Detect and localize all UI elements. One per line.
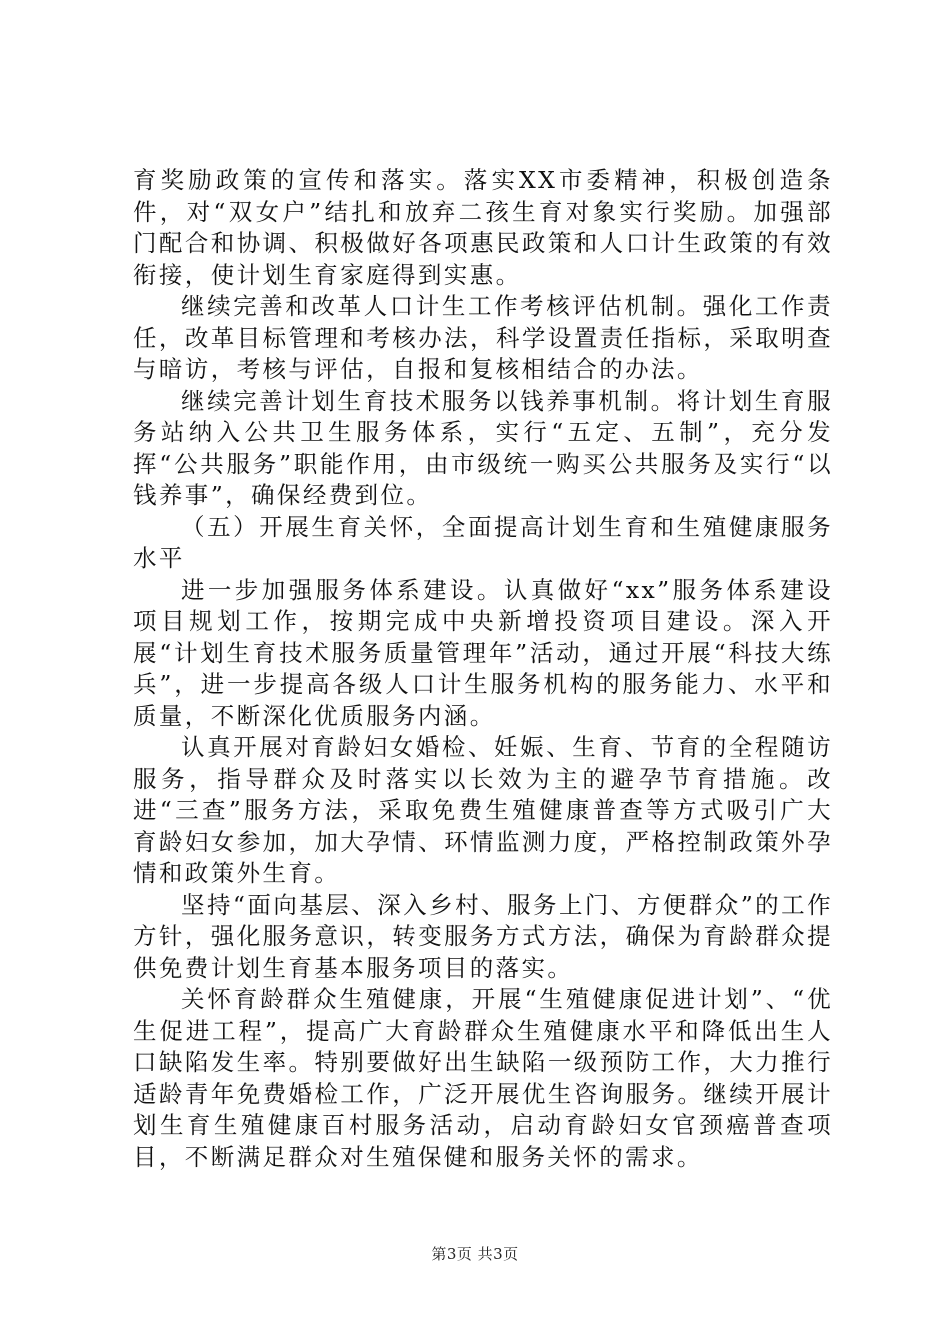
paragraph-assessment-mechanism: 继续完善和改革人口计生工作考核评估机制。强化工作责任，改革目标管理和考核办法，科学设置责任指标，采取明查与暗访，考核与评估，自报和复核相结合的办法。: [133, 292, 833, 383]
paragraph-followup-service: 认真开展对育龄妇女婚检、妊娠、生育、节育的全程随访服务，指导群众及时落实以长效为主的避孕节育措施。改进“三查”服务方法，采取免费生殖健康普查等方式吸引广大育龄妇女参加，加大孕情、环情监测力度，严格控制政策外孕情和政策外生育。: [133, 733, 833, 887]
paragraph-service-system: 进一步加强服务体系建设。认真做好“xx”服务体系建设项目规划工作，按期完成中央新增投资项目建设。深入开展“计划生育技术服务质量管理年”活动，通过开展“科技大练兵”，进一步提高各级人口计生服务机构的服务能力、水平和质量，不断深化优质服务内涵。: [133, 575, 833, 730]
page-number-footer: 第3页 共3页: [431, 1245, 519, 1263]
paragraph-grassroots-policy: 坚持“面向基层、深入乡村、服务上门、方便群众”的工作方针，强化服务意识，转变服务方式方法，确保为育龄群众提供免费计划生育基本服务项目的落实。: [133, 890, 833, 982]
paragraph-reproductive-health: 关怀育龄群众生殖健康，开展“生殖健康促进计划”、“优生促进工程”，提高广大育龄群众生殖健康水平和降低出生人口缺陷发生率。特别要做好出生缺陷一级预防工作，大力推行适龄青年免费婚检工作，广泛开展优生咨询服务。继续开展计划生育生殖健康百村服务活动，启动育龄妇女官颈癌普查项目，不断满足群众对生殖保健和服务关怀的需求。: [133, 985, 833, 1171]
paragraph-technical-service-mechanism: 继续完善计划生育技术服务以钱养事机制。将计划生育服务站纳入公共卫生服务体系，实行“五定、五制”，充分发挥“公共服务”职能作用，由市级统一购买公共服务及实行“以钱养事”，确保经费到位。: [133, 386, 833, 509]
section-heading-five: （五）开展生育关怀，全面提高计划生育和生殖健康服务水平: [133, 512, 833, 572]
paragraph-continuation: 育奖励政策的宣传和落实。落实XX市委精神，积极创造条件，对“双女户”结扎和放弃二孩生育对象实行奖励。加强部门配合和协调、积极做好各项惠民政策和人口计生政策的有效衔接，使计划生育家庭得到实惠。: [133, 166, 833, 289]
document-body: [133, 165, 833, 1173]
